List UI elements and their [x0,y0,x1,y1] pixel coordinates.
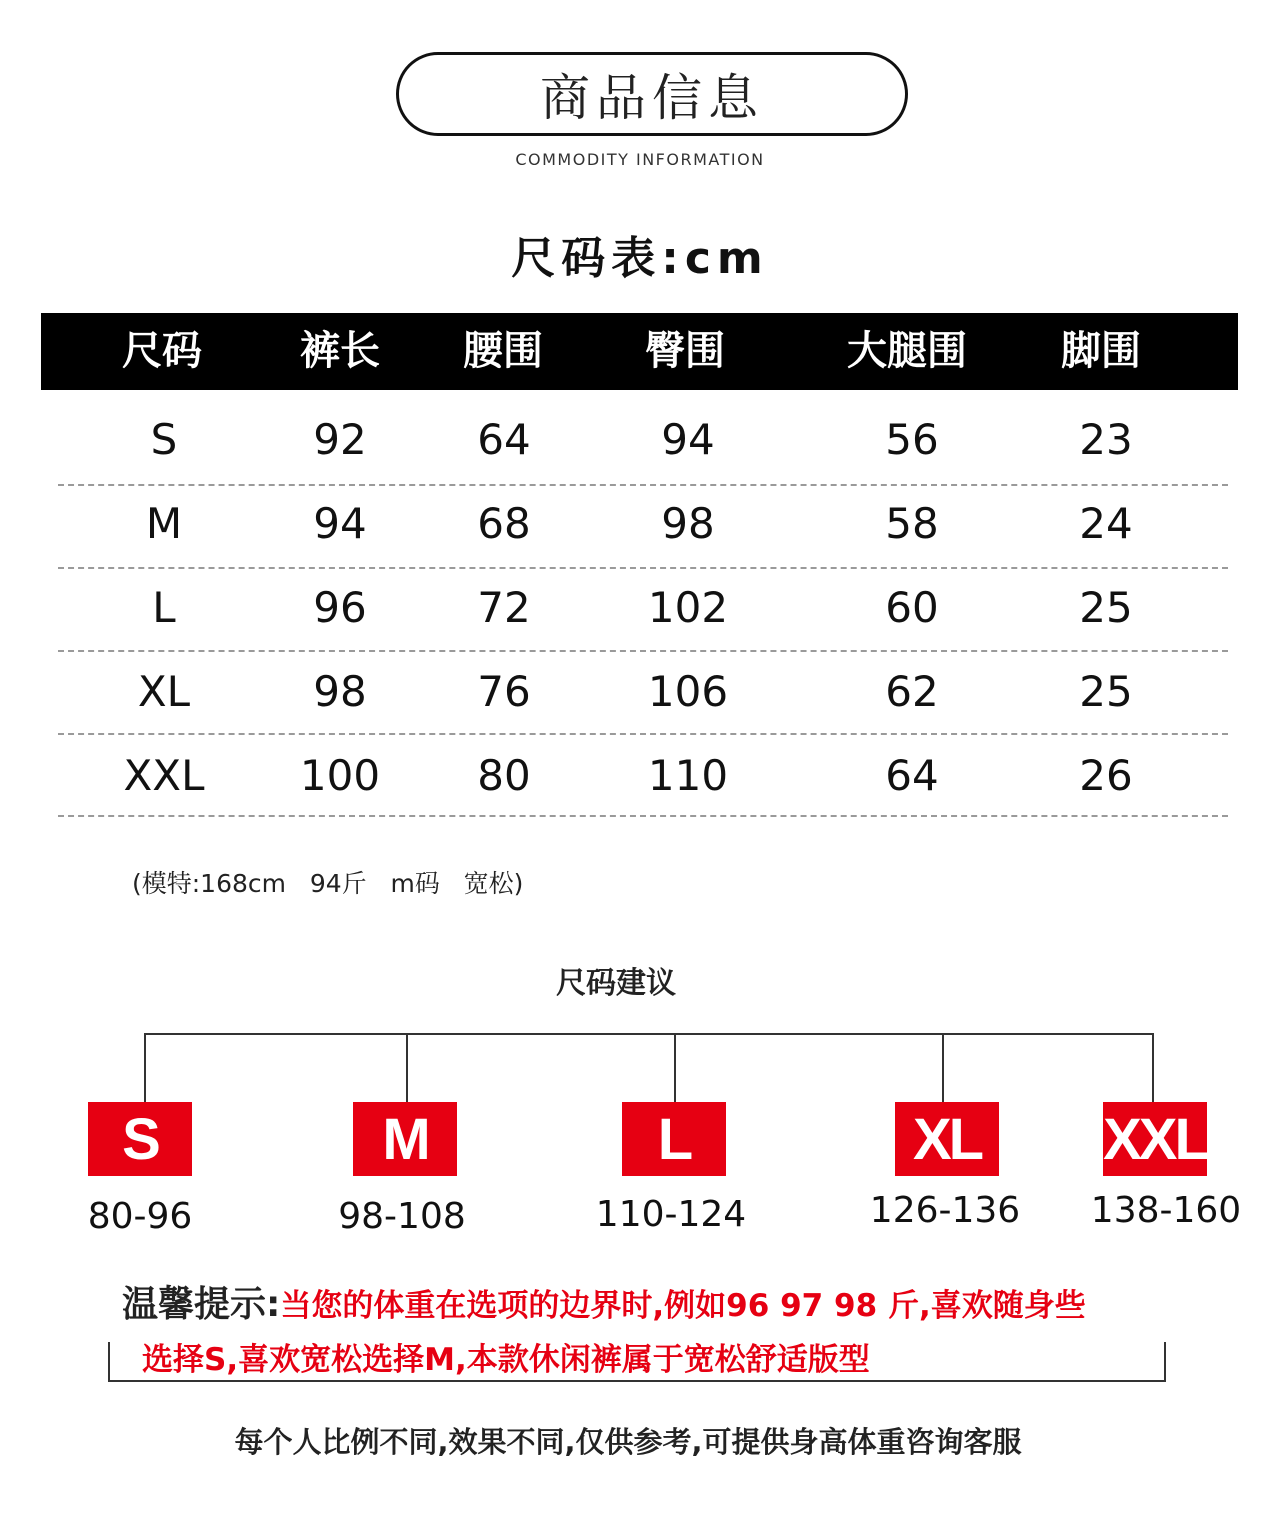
table-cell: 96 [313,583,367,632]
size-table-title: 尺码表:cm [511,233,769,284]
table-cell: 100 [299,751,381,800]
table-cell: 23 [1079,415,1133,464]
table-cell: 60 [885,583,939,632]
weight-range: 110-124 [595,1194,747,1235]
tip-line [122,1276,1086,1327]
table-cell: 26 [1079,751,1133,800]
table-cell: S [150,415,178,464]
table-cell: 58 [885,499,939,548]
column-header-hip: 臀围 [645,328,725,374]
table-cell: 25 [1079,583,1133,632]
table-cell: 94 [661,415,715,464]
footer-note: 每个人比例不同,效果不同,仅供参考,可提供身高体重咨询客服 [234,1425,1022,1459]
column-header-thigh: 大腿围 [847,328,967,374]
tip-text-line2: 选择S,喜欢宽松选择M,本款休闲裤属于宽松舒适版型 [142,1342,870,1378]
weight-range: 126-136 [869,1190,1021,1231]
table-cell: M [145,499,183,548]
table-cell: L [152,583,176,632]
table-cell: 72 [477,583,531,632]
table-cell: 106 [647,667,729,716]
table-row [0,398,1280,482]
header-pill [396,52,908,136]
size-badge-xl: XL [895,1102,999,1176]
table-cell: 92 [313,415,367,464]
table-cell: 102 [647,583,729,632]
size-suggestion-title: 尺码建议 [556,966,676,1001]
suggestion-connector [1152,1033,1154,1103]
suggestion-connector [406,1033,408,1103]
column-header-waist: 腰围 [463,328,543,374]
table-cell: 98 [661,499,715,548]
suggestion-connector [674,1033,676,1103]
column-header-size: 尺码 [122,328,202,374]
header-subtitle: COMMODITY INFORMATION [515,150,765,169]
table-cell: 64 [477,415,531,464]
table-cell: XXL [123,751,205,800]
table-cell: 68 [477,499,531,548]
column-header-length: 裤长 [300,328,380,374]
table-row [0,650,1280,734]
size-table-header [41,313,1238,390]
model-note: (模特:168cm 94斤 m码 宽松) [132,869,524,898]
suggestion-connector [942,1033,944,1103]
weight-range: 98-108 [338,1196,466,1237]
tip-text-line1: 当您的体重在选项的边界时,例如96 97 98 斤,喜欢随身些 [280,1288,1086,1324]
table-cell: XL [137,667,191,716]
table-cell: 94 [313,499,367,548]
header-title: 商品信息 [540,69,764,127]
suggestion-connector [144,1033,146,1103]
weight-range: 80-96 [87,1196,193,1237]
table-cell: 76 [477,667,531,716]
tip-label: 温馨提示: [122,1284,281,1325]
table-row [0,482,1280,566]
table-cell: 56 [885,415,939,464]
suggestion-bracket-line [144,1033,1154,1035]
size-badge-xxl: XXL [1103,1102,1207,1176]
size-badge-l: L [622,1102,726,1176]
column-header-hem: 脚围 [1061,328,1141,374]
table-cell: 98 [313,667,367,716]
size-badge-s: S [88,1102,192,1176]
row-divider [58,815,1228,817]
table-cell: 80 [477,751,531,800]
table-row [0,566,1280,650]
table-cell: 64 [885,751,939,800]
table-cell: 62 [885,667,939,716]
weight-range: 138-160 [1090,1190,1242,1231]
table-cell: 110 [647,751,729,800]
table-cell: 25 [1079,667,1133,716]
size-badge-m: M [353,1102,457,1176]
table-cell: 24 [1079,499,1133,548]
table-row [0,734,1280,818]
